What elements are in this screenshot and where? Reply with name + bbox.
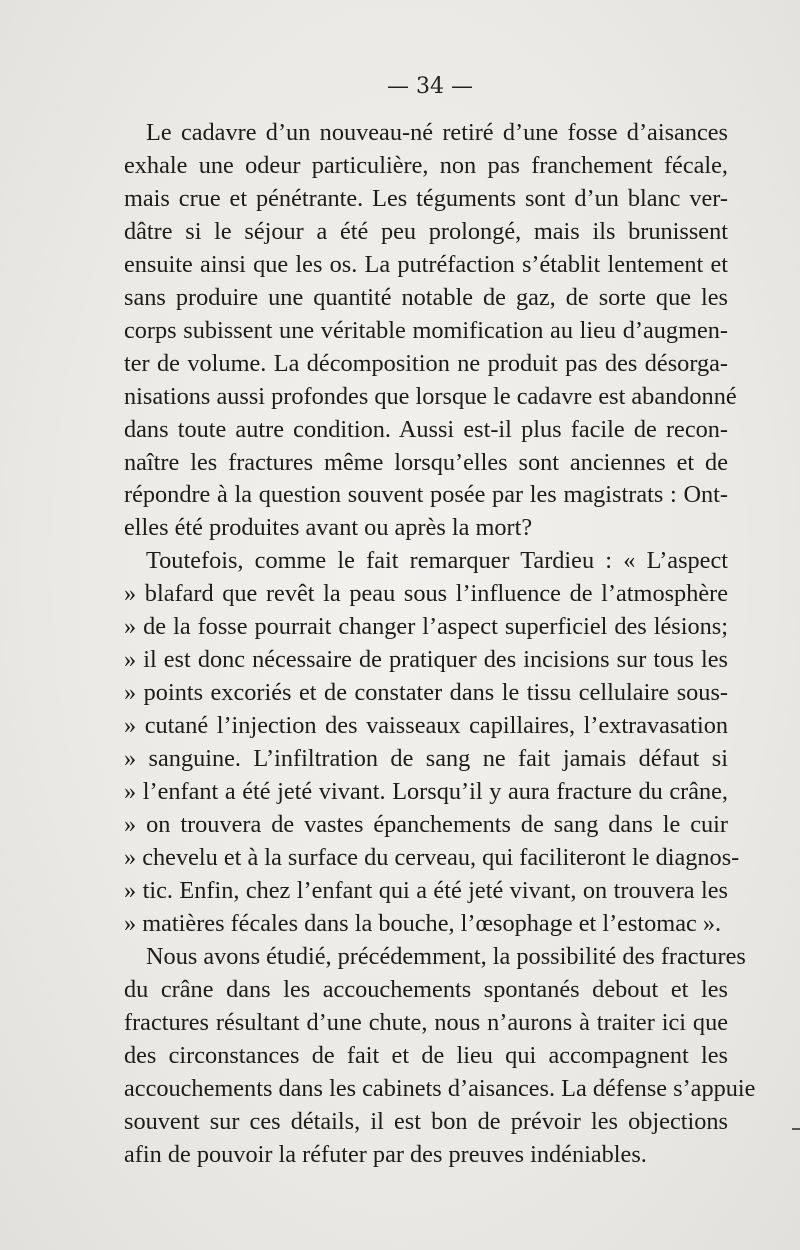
- text-line: » points excoriés et de constater dans le tissu cellulaire sous-: [124, 679, 728, 707]
- margin-mark: [792, 1128, 800, 1130]
- text-line: accouchements dans les cabinets d’aisances. La défense s’appuie: [124, 1074, 756, 1102]
- paragraph-2: [124, 545, 740, 940]
- text-line: nisations aussi profondes que lorsque le cadavre est abandonné: [124, 382, 737, 410]
- page-number: — 34 —: [387, 74, 473, 99]
- text-line: mais crue et pénétrante. Les téguments sont d’un blanc ver-: [124, 184, 728, 212]
- text-line: » de la fosse pourrait changer l’aspect superficiel des lésions;: [124, 613, 728, 641]
- text-line: afin de pouvoir la réfuter par des preuves indéniables.: [124, 1140, 647, 1168]
- text-line: elles été produites avant ou après la mort?: [124, 514, 533, 542]
- text-line: dans toute autre condition. Aussi est-il plus facile de recon-: [124, 415, 728, 443]
- text-line: » il est donc nécessaire de pratiquer des incisions sur tous les: [124, 646, 728, 674]
- text-line: » matières fécales dans la bouche, l’œsophage et l’estomac ».: [124, 909, 722, 937]
- text-line: ter de volume. La décomposition ne produit pas des désorga-: [124, 349, 728, 377]
- text-line: exhale une odeur particulière, non pas franchement fécale,: [124, 151, 728, 179]
- text-line: » cutané l’injection des vaisseaux capillaires, l’extravasation: [124, 712, 728, 740]
- text-line: » tic. Enfin, chez l’enfant qui a été jeté vivant, on trouvera les: [124, 876, 728, 904]
- text-line: » chevelu et à la surface du cerveau, qui faciliteront le diagnos-: [124, 843, 740, 871]
- text-line: des circonstances de fait et de lieu qui accompagnent les: [124, 1041, 728, 1069]
- text-line: Nous avons étudié, précédemment, la possibilité des fractures: [146, 942, 746, 970]
- paragraph-1: [124, 117, 737, 545]
- text-line: Le cadavre d’un nouveau-né retiré d’une fosse d’aisances: [146, 119, 728, 146]
- text-line: Toutefois, comme le fait remarquer Tardieu : « L’aspect: [146, 547, 728, 575]
- text-line: naître les fractures même lorsqu’elles sont anciennes et de: [124, 448, 728, 476]
- text-line: » on trouvera de vastes épanchements de sang dans le cuir: [124, 811, 728, 839]
- text-line: » sanguine. L’infiltration de sang ne fait jamais défaut si: [124, 745, 728, 773]
- body-text: [124, 117, 756, 1172]
- text-line: sans produire une quantité notable de gaz, de sorte que les: [124, 283, 728, 311]
- text-line: dâtre si le séjour a été peu prolongé, mais ils brunissent: [124, 217, 728, 245]
- paragraph-3: [124, 941, 756, 1172]
- text-line: ensuite ainsi que les os. La putréfaction s’établit lentement et: [124, 250, 728, 278]
- text-line: du crâne dans les accouchements spontanés debout et les: [124, 975, 728, 1003]
- text-line: » blafard que revêt la peau sous l’influence de l’atmosphère: [124, 580, 728, 608]
- text-line: fractures résultant d’une chute, nous n’aurons à traiter ici que: [124, 1008, 728, 1036]
- text-line: souvent sur ces détails, il est bon de prévoir les objections: [124, 1107, 728, 1135]
- text-line: répondre à la question souvent posée par les magistrats : Ont-: [124, 481, 728, 509]
- text-line: » l’enfant a été jeté vivant. Lorsqu’il y aura fracture du crâne,: [124, 778, 728, 806]
- text-line: corps subissent une véritable momification au lieu d’augmen-: [124, 316, 728, 344]
